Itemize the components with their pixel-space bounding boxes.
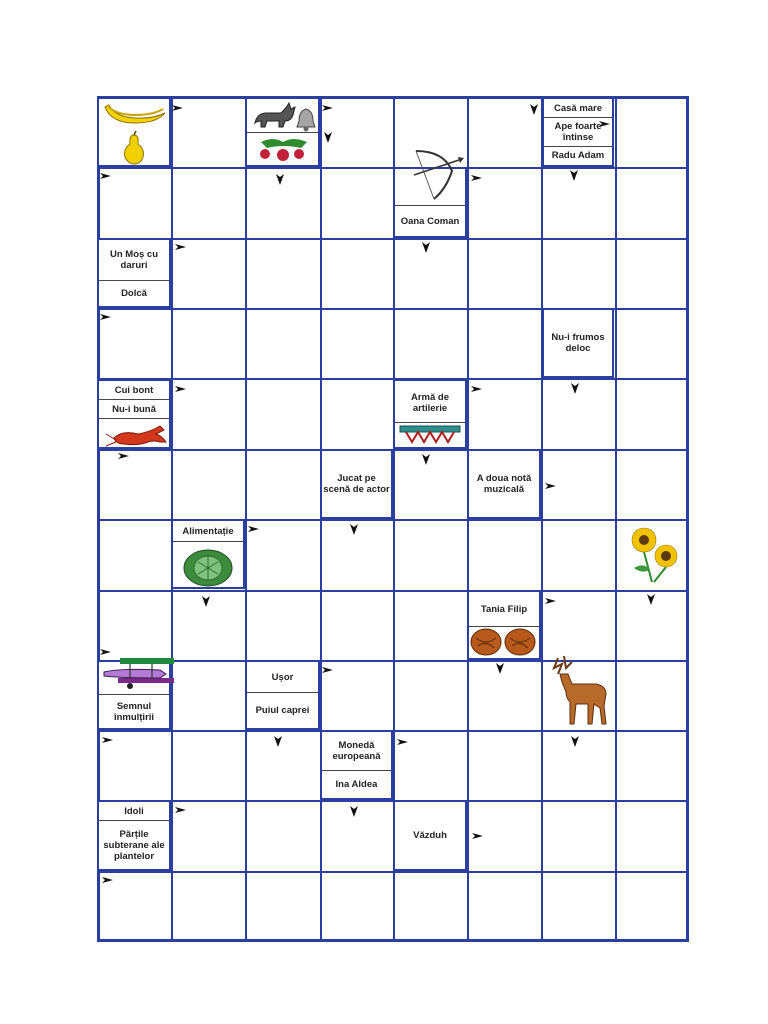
arrow-right-icon [599, 120, 611, 132]
arrow-down-icon [494, 663, 506, 675]
grid-line-horizontal [100, 871, 686, 873]
arrow-down-icon [420, 454, 432, 466]
clue-cell-nu-i-frumos [542, 308, 614, 378]
clue-arma-de-artilerie: Armă de artilerie [410, 392, 449, 414]
arrow-right-icon [545, 597, 557, 609]
grid-line-horizontal [100, 449, 686, 451]
clue-radu-adam: Radu Adam [544, 146, 612, 165]
clue-puiul-caprei: Puiul caprei [247, 692, 318, 728]
arrow-right-icon [175, 806, 187, 818]
cabbage-icon [180, 544, 236, 588]
clue-ape-foarte-intinse: Ape foarte întinse [544, 117, 612, 146]
clue-cell-cat-bell-beets [245, 97, 320, 167]
walnut-icon [470, 626, 538, 658]
clue-cell-casa-mare [542, 97, 614, 167]
arrow-right-icon [172, 104, 184, 116]
clue-cell-un-mos [97, 238, 171, 308]
arrow-right-icon [472, 832, 484, 844]
arrow-down-icon [272, 736, 284, 748]
arrow-right-icon [471, 174, 483, 186]
clue-oana-coman: Oana Coman [395, 205, 465, 236]
arrow-right-icon [248, 525, 260, 537]
arrow-right-icon [471, 385, 483, 397]
grid-line-horizontal [100, 590, 686, 592]
banana-icon [101, 101, 167, 129]
arrow-down-icon [645, 594, 657, 606]
crayfish-icon [104, 420, 168, 454]
clue-partile-subterane: Părțile subterane ale plantelor [99, 820, 169, 869]
deer-icon [544, 654, 614, 728]
clue-semnul-inmultirii: Semnul înmulțirii [99, 694, 169, 728]
clue-cell-a-doua-nota [467, 449, 541, 519]
clue-idoli: Idoli [124, 805, 144, 817]
clue-moneda-europeana: Monedă europeană [332, 739, 381, 762]
clue-cell-moneda [320, 730, 393, 800]
clue-jucat-pe-scena: Jucat pe scenă de actor [323, 473, 390, 495]
arrow-down-icon [274, 174, 286, 186]
clue-cell-jucat [320, 449, 393, 519]
clue-tania-filip: Tania Filip [480, 603, 528, 615]
biplane-icon [100, 656, 178, 692]
sunflower-icon [624, 522, 684, 586]
arrow-right-icon [175, 243, 187, 255]
clue-vazduh: Văzduh [413, 830, 447, 841]
arrow-down-icon [322, 132, 334, 144]
arrow-down-icon [348, 806, 360, 818]
clue-ina-aldea: Ina Aldea [322, 770, 391, 798]
grid-line-horizontal [100, 238, 686, 240]
arrow-right-icon [322, 666, 334, 678]
arrow-down-icon [420, 242, 432, 254]
clue-cell-vazduh [393, 800, 467, 871]
arrow-right-icon [545, 482, 557, 494]
clue-cell-idoli [97, 800, 171, 871]
arrow-down-icon [569, 736, 581, 748]
arrow-right-icon [100, 313, 112, 325]
bell-icon [295, 107, 317, 133]
arrow-right-icon [175, 385, 187, 397]
arrow-right-icon [100, 648, 112, 660]
clue-un-mos-cu-daruri: Un Moș cu daruri [109, 248, 159, 271]
clue-nu-i-frumos-deloc: Nu-i frumos deloc [551, 332, 605, 354]
cannon-icon [398, 422, 462, 446]
clue-alimentatie: Alimentație [182, 525, 234, 537]
arrow-right-icon [100, 172, 112, 184]
arrow-right-icon [322, 104, 334, 116]
arrow-right-icon [102, 736, 114, 748]
arrow-right-icon [102, 876, 114, 888]
arrow-down-icon [200, 596, 212, 608]
arrow-down-icon [568, 170, 580, 182]
clue-nu-i-buna: Nu-i bună [99, 399, 169, 418]
clue-dolca: Dolcă [99, 280, 169, 306]
arrow-right-icon [118, 452, 130, 464]
arrow-right-icon [397, 738, 409, 750]
clue-cui-bont: Cui bont [114, 384, 154, 396]
bow-icon [410, 145, 466, 201]
cat-icon [251, 101, 297, 131]
beets-icon [253, 134, 313, 164]
clue-cell-usor [245, 660, 320, 730]
arrow-down-icon [528, 104, 540, 116]
clue-cell-fruits [97, 97, 171, 167]
arrow-down-icon [569, 383, 581, 395]
clue-a-doua-nota: A doua notă muzicală [476, 473, 532, 495]
clue-usor: Ușor [271, 671, 294, 683]
pear-icon [119, 131, 149, 165]
clue-casa-mare: Casă mare [553, 102, 603, 114]
grid-line-horizontal [100, 730, 686, 732]
arrow-down-icon [348, 524, 360, 536]
